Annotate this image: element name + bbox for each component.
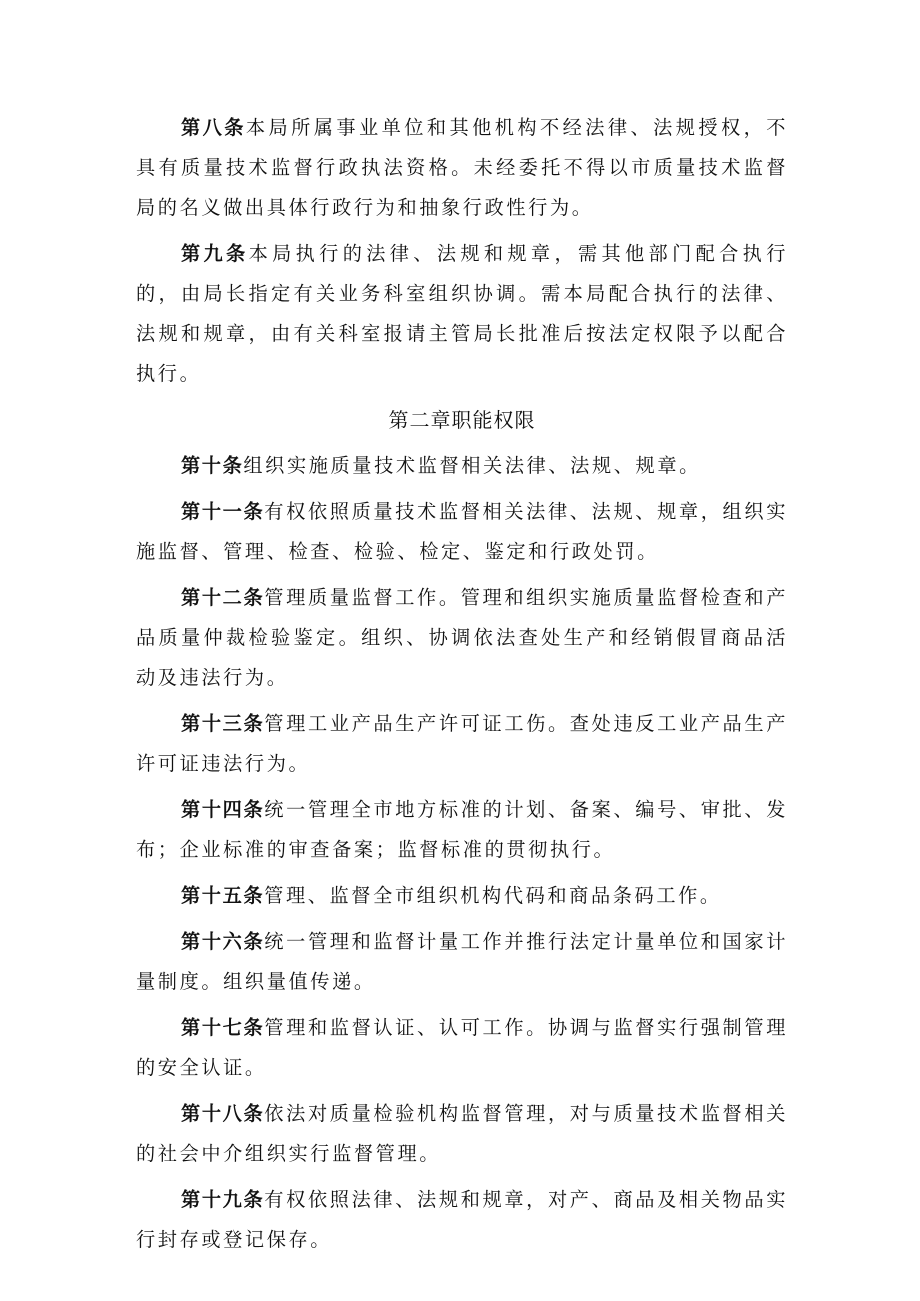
- article-text: 本局执行的法律、法规和规章，需其他部门配合执行的，由局长指定有关业务科室组织协调。需本局配合执行的法律、法规和规章，由有关科室报请主管局长批准后按法定权限予以配合执行。: [136, 242, 788, 385]
- article-number: 第十条: [181, 454, 244, 477]
- article-text: 管理和监督认证、认可工作。协调与监督实行强制管理的安全认证。: [136, 1016, 788, 1079]
- article-number: 第十八条: [181, 1102, 265, 1125]
- chapter-title: 第二章职能权限: [388, 408, 536, 432]
- article-number: 第十五条: [181, 884, 265, 907]
- article-text: 管理工业产品生产许可证工伤。查处违反工业产品生产许可证违法行为。: [136, 712, 788, 775]
- article-number: 第十六条: [181, 930, 265, 953]
- article-number: 第十四条: [181, 798, 265, 821]
- article-text: 管理质量监督工作。管理和组织实施质量监督检查和产品质量仲裁检验鉴定。组织、协调依法查处生产和经销假冒商品活动及违法行为。: [136, 586, 788, 689]
- article-number: 第十七条: [181, 1016, 265, 1039]
- article-number: 第十三条: [181, 712, 265, 735]
- article-number: 第八条: [181, 116, 246, 139]
- article-text: 统一管理全市地方标准的计划、备案、编号、审批、发布；企业标准的审查备案；监督标准的贯彻执行。: [136, 798, 788, 861]
- article-text: 依法对质量检验机构监督管理，对与质量技术监督相关的社会中介组织实行监督管理。: [136, 1102, 788, 1165]
- article-11: [136, 492, 788, 572]
- article-text: 组织实施质量技术监督相关法律、法规、规章。: [243, 454, 701, 477]
- article-text: 统一管理和监督计量工作并推行法定计量单位和国家计量制度。组织量值传递。: [136, 930, 788, 993]
- article-text: 有权依照法律、法规和规章，对产、商品及相关物品实行封存或登记保存。: [136, 1188, 788, 1251]
- article-text: 本局所属事业单位和其他机构不经法律、法规授权，不具有质量技术监督行政执法资格。未经委托不得以市质量技术监督局的名义做出具体行政行为和抽象行政性行为。: [136, 116, 788, 219]
- article-text: 有权依照质量技术监督相关法律、法规、规章，组织实施监督、管理、检查、检验、检定、鉴定和行政处罚。: [136, 500, 788, 563]
- article-17: [136, 1008, 788, 1088]
- article-9: [136, 234, 788, 394]
- article-10: [136, 446, 788, 486]
- article-number: 第十九条: [181, 1188, 265, 1211]
- article-15: [136, 876, 788, 916]
- article-13: [136, 704, 788, 784]
- article-19: [136, 1180, 788, 1260]
- article-14: [136, 790, 788, 870]
- article-text: 管理、监督全市组织机构代码和商品条码工作。: [264, 884, 722, 907]
- article-12: [136, 578, 788, 698]
- article-8: [136, 108, 788, 228]
- document-page: [136, 108, 788, 1266]
- article-18: [136, 1094, 788, 1174]
- article-number: 第十二条: [181, 586, 265, 609]
- article-number: 第九条: [181, 242, 249, 265]
- article-16: [136, 922, 788, 1002]
- article-number: 第十一条: [181, 500, 265, 523]
